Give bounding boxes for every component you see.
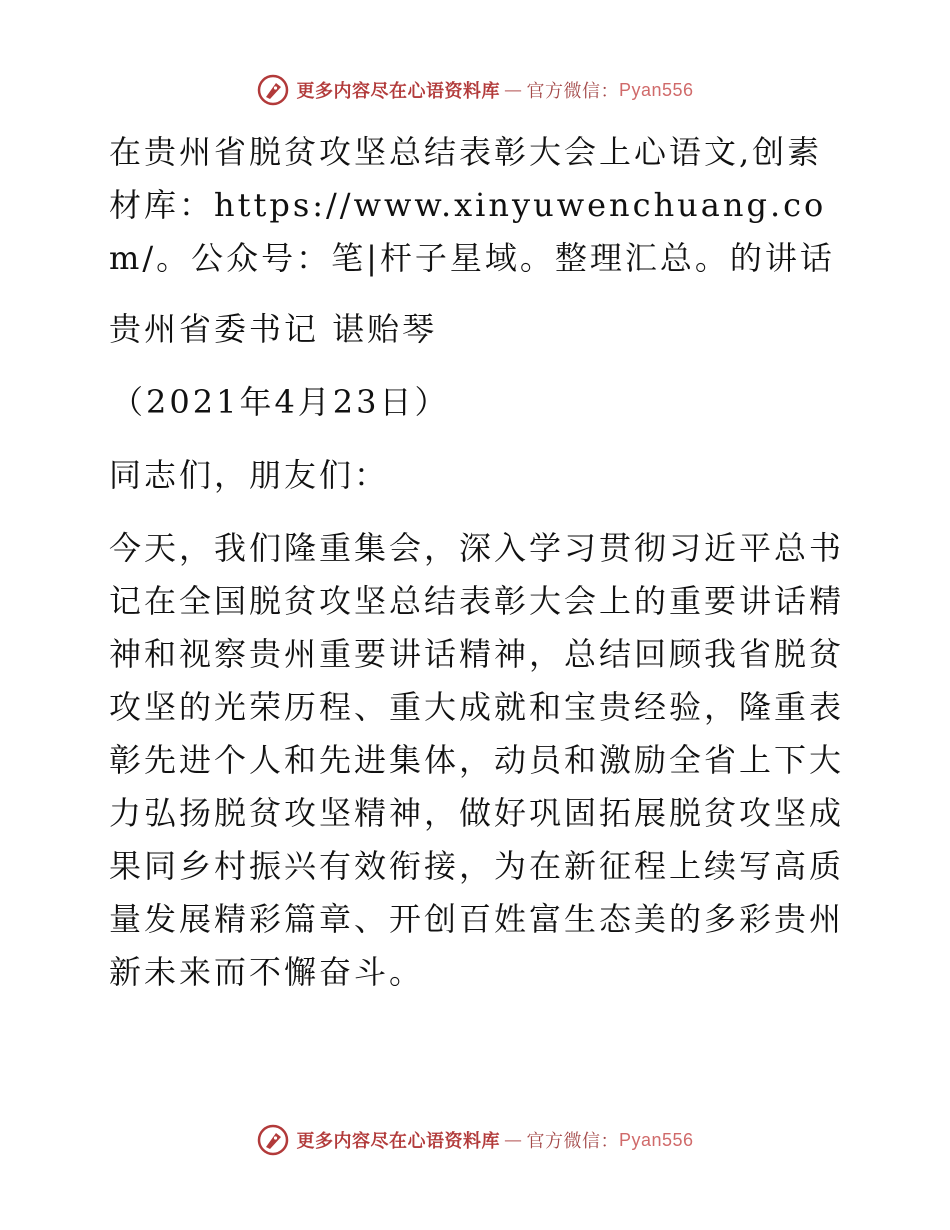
banner-separator: — (503, 79, 523, 101)
banner-brand: 更多内容尽在心语资料库 (296, 81, 500, 102)
banner-wechat-id: Pyan556 (618, 79, 694, 100)
document-title: 在贵州省脱贫攻坚总结表彰大会上心语文,创素材库：https://www.xinyuwenchuang.com/。公众号：笔|杆子星域。整理汇总。的讲话 (109, 133, 835, 277)
banner-wechat-id: Pyan556 (618, 1129, 694, 1150)
footer-banner (0, 1120, 950, 1160)
document-body (97, 126, 857, 999)
pen-nib-logo-icon (256, 73, 290, 107)
date-line: （2021年4月23日） (111, 383, 450, 421)
banner-wechat-label: 官方微信： (526, 1131, 619, 1152)
speaker-line: 贵州省委书记 谌贻琴 (109, 310, 438, 348)
pen-nib-logo-icon (256, 1123, 290, 1157)
header-banner (0, 70, 950, 110)
banner-wechat-label: 官方微信： (526, 81, 619, 102)
body-paragraph: 今天，我们隆重集会，深入学习贯彻习近平总书记在全国脱贫攻坚总结表彰大会上的重要讲话精神和视察贵州重要讲话精神，总结回顾我省脱贫攻坚的光荣历程、重大成就和宝贵经验，隆重表彰先进个人和先进集体，动员和激励全省上下大力弘扬脱贫攻坚精神，做好巩固拓展脱贫攻坚成果同乡村振兴有效衔接，为在新征程上续写高质量发展精彩篇章、开创百姓富生态美的多彩贵州新未来而不懈奋斗。 (109, 529, 845, 991)
banner-brand: 更多内容尽在心语资料库 (296, 1131, 500, 1152)
banner-separator: — (503, 1129, 523, 1151)
salutation: 同志们，朋友们： (109, 456, 390, 494)
